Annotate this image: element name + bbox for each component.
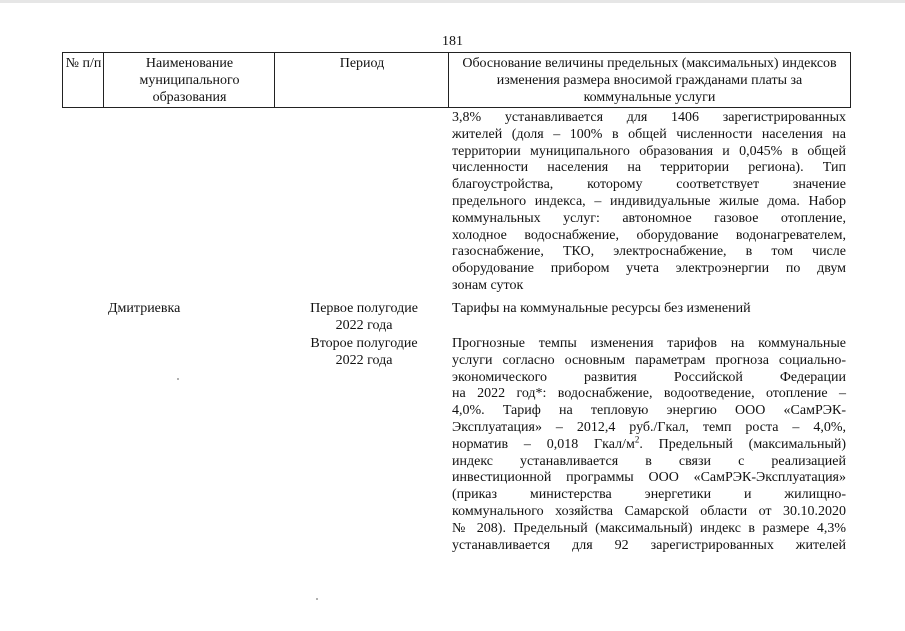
text-line: территории муниципального образования и 0,045% в общей <box>452 143 846 159</box>
continuation-paragraph <box>452 110 846 295</box>
header-cell-basis: Обоснование величины предельных (максимальных) индексов изменения размера вносимой гражданами платы за коммунальные услуги <box>448 52 851 108</box>
text-line: оборудование прибором учета электроэнергии по двум <box>452 261 846 277</box>
text-line: благоустройства, которому соответствует значение <box>452 177 846 193</box>
text-line: устанавливается для 92 зарегистрированных жителей <box>452 537 846 553</box>
text-line: газоснабжение, ТКО, электроснабжение, в том числе <box>452 244 846 260</box>
text-fragment: . Предельный (максимальный) <box>639 436 846 452</box>
text-line: численности населения на территории региона). Тип <box>452 160 846 176</box>
text-line: предельного индекса, – индивидуальные жилые дома. Набор <box>452 193 846 209</box>
period-second-half <box>300 336 428 370</box>
period1-basis-text <box>452 301 846 318</box>
text-line: зонам суток <box>452 277 524 293</box>
period-first-half <box>300 301 428 335</box>
period-line: 2022 года <box>335 317 393 333</box>
text-line: коммунальных услуг: автономное газовое отопление, <box>452 210 846 226</box>
text-line <box>452 434 846 454</box>
header-cell-municipality: Наименование муниципального образования <box>103 52 275 108</box>
period2-basis-paragraph <box>452 336 846 554</box>
text-line: холодное водоснабжение, оборудование водонагревателем, <box>452 227 846 243</box>
scan-speck <box>177 378 179 380</box>
text-line: Тарифы на коммунальные ресурсы без изменений <box>452 301 751 316</box>
period-line: 2022 года <box>335 352 393 368</box>
scan-speck <box>316 598 318 600</box>
header-cell-number: № п/п <box>62 52 104 108</box>
text-line: индекс устанавливается в связи с реализацией <box>452 453 846 469</box>
period-line: Первое полугодие <box>310 301 418 316</box>
text-line: экономического развития Российской Федерации <box>452 369 846 385</box>
scan-edge <box>0 0 905 3</box>
text-line: на 2022 год*: водоснабжение, водоотведение, отопление – <box>452 386 846 402</box>
text-line: 4,0%. Тариф на тепловую энергию ООО «СамРЭК- <box>452 403 846 419</box>
text-line: инвестиционной программы ООО «СамРЭК-Эксплуатация» <box>452 470 846 486</box>
municipality-name: Дмитриевка <box>108 301 181 316</box>
period-line: Второе полугодие <box>310 336 418 351</box>
text-line: жителей (доля – 100% в общей численности населения на <box>452 126 846 142</box>
superscript: 2 <box>634 434 640 445</box>
header-cell-period: Период <box>274 52 449 108</box>
text-line: услуги согласно основным параметрам прогноза социально- <box>452 352 846 368</box>
text-line: № 208). Предельный (максимальный) индекс в размере 4,3% <box>452 520 846 536</box>
text-line: 3,8% устанавливается для 1406 зарегистрированных <box>452 110 846 125</box>
text-line: Эксплуатация» – 2012,4 руб./Гкал, темп роста – 4,0%, <box>452 419 846 435</box>
text-fragment: норматив – 0,018 Гкал/м <box>452 436 635 452</box>
text-line: Прогнозные темпы изменения тарифов на коммунальные <box>452 336 846 351</box>
text-line: (приказ министерства энергетики и жилищно- <box>452 487 846 503</box>
page-number: 181 <box>442 34 463 49</box>
text-line: коммунального хозяйства Самарской области от 30.10.2020 <box>452 503 846 519</box>
